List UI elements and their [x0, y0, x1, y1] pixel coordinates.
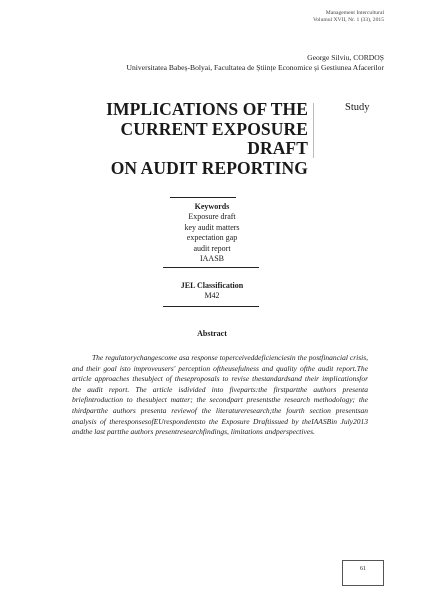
page-number-box — [342, 560, 384, 586]
keyword-item: Exposure draft — [188, 212, 236, 221]
jel-code: M42 — [204, 291, 220, 300]
journal-volume: Volumul XVII, Nr. 1 (33), 2015 — [312, 17, 384, 23]
title-line: CURRENT EXPOSURE DRAFT — [120, 118, 308, 158]
abstract-text: The regulatorychangescome asa response toperceiveddeficienciesin the postfinancial crisis, and their goal isto improveusers' perception oftheusefulness and quality ofthe audit report.The article approaches thesubject of theseproposals to revise thestandardsand their implicationsfor the audit report. The article isdivided into fiveparts:the firstpartthe authors presenta briefintroduction to thesubject matter; the secondpart presentsthe research methodology; the thirdpartthe authors presenta reviewof the literatureresearch;the fourth section presentsan analysis of theresponsesofEUrespondentsto the Exposure Draftissued by theIAASBin July2013 andthe last partthe authors presentresearchfindings, limitations andperspectives. — [72, 353, 368, 437]
title-divider — [313, 103, 314, 158]
article-title — [70, 100, 308, 178]
author-block — [127, 53, 384, 73]
keyword-item: key audit matters — [184, 222, 240, 232]
title-line: IMPLICATIONS OF THE — [106, 99, 308, 119]
keywords-heading: Keywords — [194, 202, 230, 211]
abstract-heading: Abstract — [197, 329, 227, 338]
jel-bottom-rule — [163, 306, 259, 307]
keyword-item: audit report — [193, 243, 231, 253]
jel-section — [0, 281, 424, 302]
keywords-section — [0, 202, 424, 265]
author-affiliation: Universitatea Babeș-Bolyai, Facultatea de Științe Economice și Gestiunea Afacerilor — [126, 63, 384, 72]
title-line: ON AUDIT REPORTING — [110, 157, 308, 178]
author-name: George Silviu, CORDOȘ — [307, 53, 384, 62]
journal-header — [313, 10, 384, 24]
keyword-item: expectation gap — [186, 233, 238, 242]
journal-name: Management Intercultural — [325, 10, 384, 16]
article-type: Study — [345, 102, 370, 113]
keyword-item: IAASB — [199, 254, 224, 263]
jel-heading: JEL Classification — [180, 281, 244, 290]
keywords-bottom-rule — [163, 267, 259, 268]
page-number: 61 — [360, 566, 366, 572]
keywords-top-rule — [170, 197, 236, 198]
